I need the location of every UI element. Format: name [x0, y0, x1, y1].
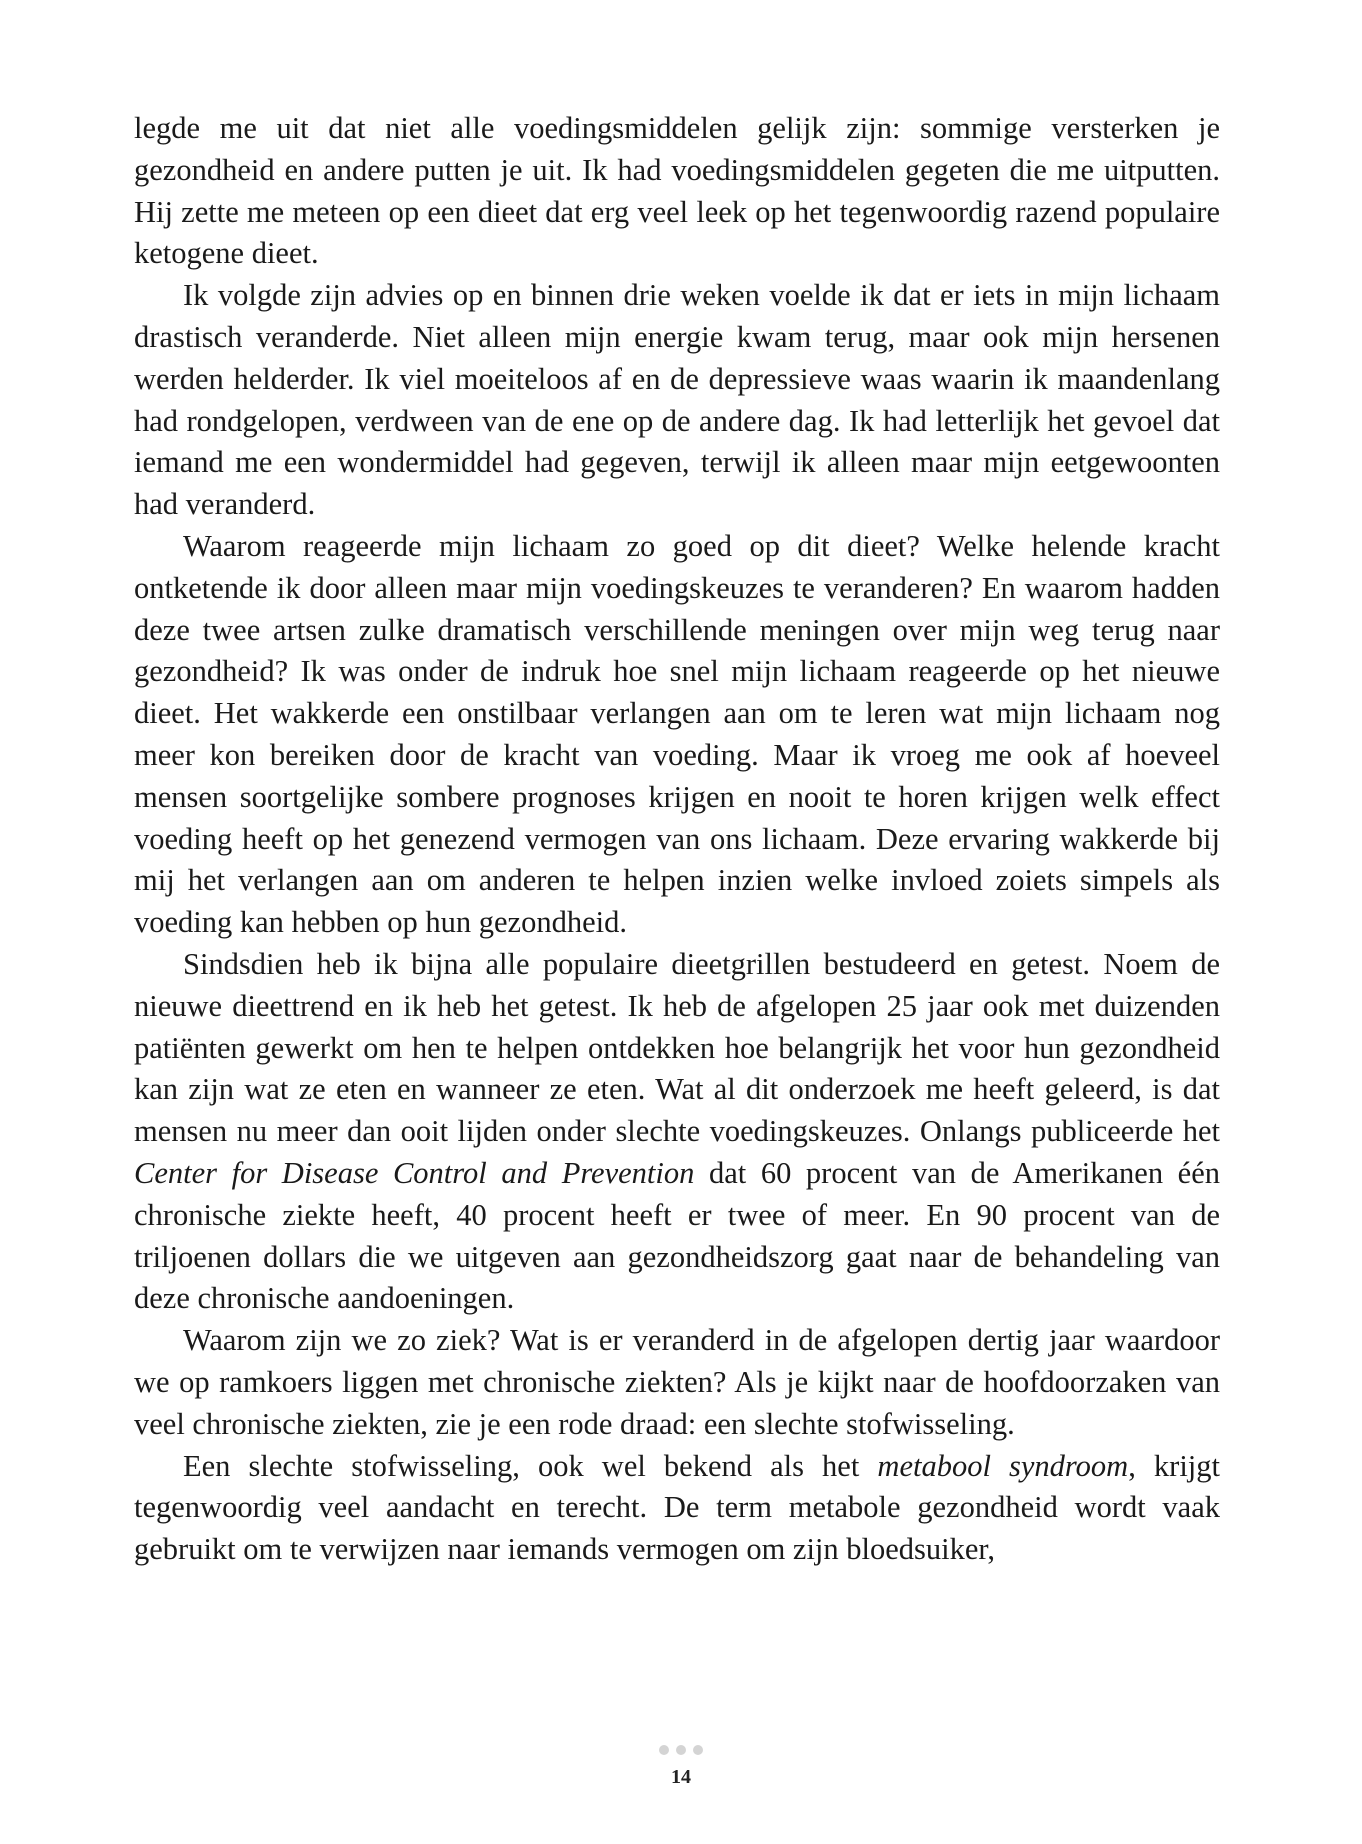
paragraph-text: Een slechte stofwisseling, ook wel bekend als het	[183, 1448, 878, 1483]
paragraph: Waarom reageerde mijn lichaam zo goed op dit dieet? Welke helende kracht ontketende ik door alleen maar mijn voedingskeuzes te veranderen? En waarom hadden deze twee artsen zulke dramatisch verschillende meningen over mijn weg terug naar gezondheid? Ik was onder de indruk hoe snel mijn lichaam reageerde op het nieuwe dieet. Het wakkerde een onstilbaar verlangen aan om te leren wat mijn lichaam nog meer kon bereiken door de kracht van voeding. Maar ik vroeg me ook af hoeveel mensen soortgelijke sombere prognoses krijgen en nooit te horen krijgen welk effect voeding heeft op het genezend vermogen van ons lichaam. Deze ervaring wakkerde bij mij het verlangen aan om anderen te helpen inzien welke invloed zoiets simpels als voeding kan hebben op hun gezondheid.	[134, 528, 1220, 940]
page-number: 14	[671, 1766, 691, 1788]
ornament-dot	[659, 1745, 669, 1755]
ornament-dot	[676, 1745, 686, 1755]
paragraph-text: dat 60 procent van de Amerikanen één chronische ziekte heeft, 40 procent heeft er twee of meer. En 90 procent van de triljoenen dollars die we uitgeven aan gezondheidszorg gaat naar de behandeling van deze chronische aandoeningen.	[134, 1155, 1220, 1316]
paragraph: Ik volgde zijn advies op en binnen drie weken voelde ik dat er iets in mijn lichaam drastisch veranderde. Niet alleen mijn energie kwam terug, maar ook mijn hersenen werden helderder. Ik viel moeiteloos af en de depressieve waas waarin ik maandenlang had rondgelopen, verdween van de ene op de andere dag. Ik had letterlijk het gevoel dat iemand me een wondermiddel had gegeven, terwijl ik alleen maar mijn eetgewoonten had veranderd.	[134, 278, 1220, 522]
paragraph	[134, 1446, 1220, 1571]
paragraph: legde me uit dat niet alle voedingsmiddelen gelijk zijn: sommige versterken je gezondheid en andere putten je uit. Ik had voedingsmiddelen gegeten die me uitputten. Hij zette me meteen op een dieet dat erg veel leek op het tegenwoordig razend populaire ketogene dieet.	[134, 111, 1220, 271]
paragraph	[134, 944, 1220, 1320]
paragraph-text: Sindsdien heb ik bijna alle populaire dieetgrillen bestudeerd en getest. Noem de nieuwe dieettrend en ik heb het getest. Ik heb de afgelopen 25 jaar ook met duizenden patiënten gewerkt om hen te helpen ontdekken hoe belangrijk het voor hun gezondheid kan zijn wat ze eten en wanneer ze eten. Wat al dit onderzoek me heeft geleerd, is dat mensen nu meer dan ooit lijden onder slechte voedingskeuzes. Onlangs publiceerde het	[134, 946, 1220, 1149]
emphasized-organization-name: Center for Disease Control and Prevention	[134, 1155, 695, 1190]
footer-ornament	[0, 1745, 1362, 1755]
ornament-dot	[693, 1745, 703, 1755]
emphasized-term: metabool syndroom	[877, 1448, 1129, 1483]
paragraph-text: , krijgt tegenwoordig veel aandacht en terecht. De term metabole gezondheid wordt vaak gebruikt om te verwijzen naar iemands vermogen om zijn bloedsuiker,	[134, 1448, 1220, 1567]
paragraph: Waarom zijn we zo ziek? Wat is er veranderd in de afgelopen dertig jaar waardoor we op ramkoers liggen met chronische ziekten? Als je kijkt naar de hoofdoorzaken van veel chronische ziekten, zie je een rode draad: een slechte stofwisseling.	[134, 1323, 1220, 1441]
page-body	[134, 108, 1220, 1571]
